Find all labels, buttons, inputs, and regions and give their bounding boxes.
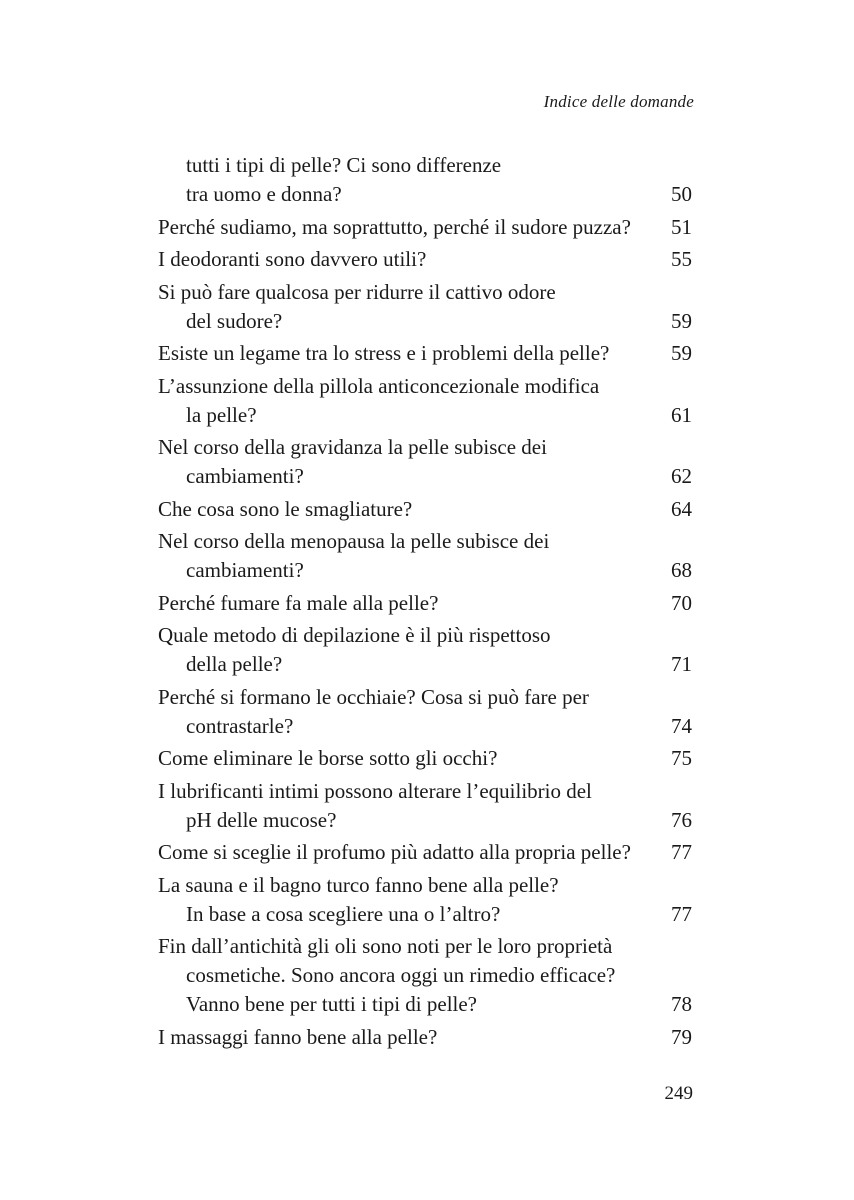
toc-page-number: 77	[671, 840, 692, 864]
toc-page-number: 50	[671, 182, 692, 206]
toc-page-number: 76	[671, 807, 692, 832]
toc-entry	[158, 683, 692, 741]
toc-page-number: 79	[671, 1024, 692, 1049]
toc-entry-text: Perché si formano le occhiaie? Cosa si può fare per	[158, 684, 589, 709]
toc-page-number: 70	[671, 590, 692, 615]
toc-entry-text: contrastarle?	[186, 713, 294, 738]
toc-entry-text: La sauna e il bagno turco fanno bene alla pelle?	[158, 872, 559, 897]
toc-page-number: 62	[671, 464, 692, 488]
toc-page-number: 51	[671, 214, 692, 239]
toc-entry-text: In base a cosa scegliere una o l’altro?	[186, 901, 501, 926]
toc-page-number: 74	[671, 713, 692, 738]
toc-entry	[158, 527, 692, 585]
toc-entry-text: I deodoranti sono davvero utili?	[158, 247, 427, 271]
toc-entry-text: Perché sudiamo, ma soprattutto, perché il sudore puzza?	[158, 214, 631, 239]
toc-page-number: 78	[671, 992, 692, 1016]
toc-entry-text: Che cosa sono le smagliature?	[158, 496, 413, 521]
toc-entry	[158, 213, 692, 242]
toc-entry	[158, 932, 692, 1019]
toc-page-number: 75	[671, 746, 692, 770]
toc-entry-text: Quale metodo di depilazione è il più rispettoso	[158, 623, 551, 647]
toc-entry-text: Esiste un legame tra lo stress e i problemi della pelle?	[158, 341, 610, 365]
toc-entry	[158, 621, 692, 679]
toc-entry-text: cambiamenti?	[186, 558, 304, 582]
toc-page-number: 59	[671, 308, 692, 333]
toc-entry-text: L’assunzione della pillola anticoncezionale modifica	[158, 373, 600, 398]
toc-entry-text: la pelle?	[186, 402, 257, 427]
toc-page-number: 68	[671, 558, 692, 582]
running-header: Indice delle domande	[543, 92, 694, 111]
toc-page-number: 71	[671, 652, 692, 676]
toc-entry	[158, 1023, 692, 1052]
toc-page-number: 77	[671, 901, 692, 926]
toc-entry	[158, 339, 692, 368]
toc-entry-text: cosmetiche. Sono ancora oggi un rimedio efficace?	[186, 963, 616, 987]
table-of-contents	[158, 151, 692, 1055]
toc-entry-text: Nel corso della gravidanza la pelle subisce dei	[158, 435, 547, 459]
toc-entry-text: Perché fumare fa male alla pelle?	[158, 590, 439, 615]
toc-entry-text: della pelle?	[186, 652, 283, 676]
toc-entry-text: Fin dall’antichità gli oli sono noti per le loro proprietà	[158, 934, 613, 958]
toc-entry	[158, 245, 692, 274]
toc-entry	[158, 433, 692, 491]
toc-entry-text: I massaggi fanno bene alla pelle?	[158, 1024, 438, 1049]
toc-page-number: 61	[671, 402, 692, 427]
toc-entry	[158, 495, 692, 524]
toc-entry-text: Nel corso della menopausa la pelle subisce dei	[158, 529, 550, 553]
toc-page-number: 59	[671, 341, 692, 365]
toc-entry	[158, 838, 692, 867]
toc-entry-text: I lubrificanti intimi possono alterare l’equilibrio del	[158, 778, 592, 803]
toc-page-number: 64	[671, 496, 692, 521]
toc-entry	[158, 372, 692, 430]
toc-entry-text: Come si sceglie il profumo più adatto alla propria pelle?	[158, 840, 631, 864]
toc-entry-text: Come eliminare le borse sotto gli occhi?	[158, 746, 498, 770]
toc-entry-text: cambiamenti?	[186, 464, 304, 488]
toc-entry-text: Vanno bene per tutti i tipi di pelle?	[186, 992, 478, 1016]
toc-entry	[158, 777, 692, 835]
toc-entry-text: tra uomo e donna?	[186, 182, 342, 206]
toc-entry-text: pH delle mucose?	[186, 807, 337, 832]
toc-entry-text: Si può fare qualcosa per ridurre il cattivo odore	[158, 279, 556, 304]
toc-page-number: 55	[671, 247, 692, 271]
toc-entry	[158, 589, 692, 618]
toc-entry	[158, 278, 692, 336]
toc-entry	[158, 744, 692, 773]
toc-entry-text: tutti i tipi di pelle? Ci sono differenze	[186, 153, 502, 177]
toc-entry-text: del sudore?	[186, 308, 283, 333]
toc-entry	[158, 151, 692, 209]
page-number: 249	[664, 1083, 693, 1104]
toc-entry	[158, 871, 692, 929]
